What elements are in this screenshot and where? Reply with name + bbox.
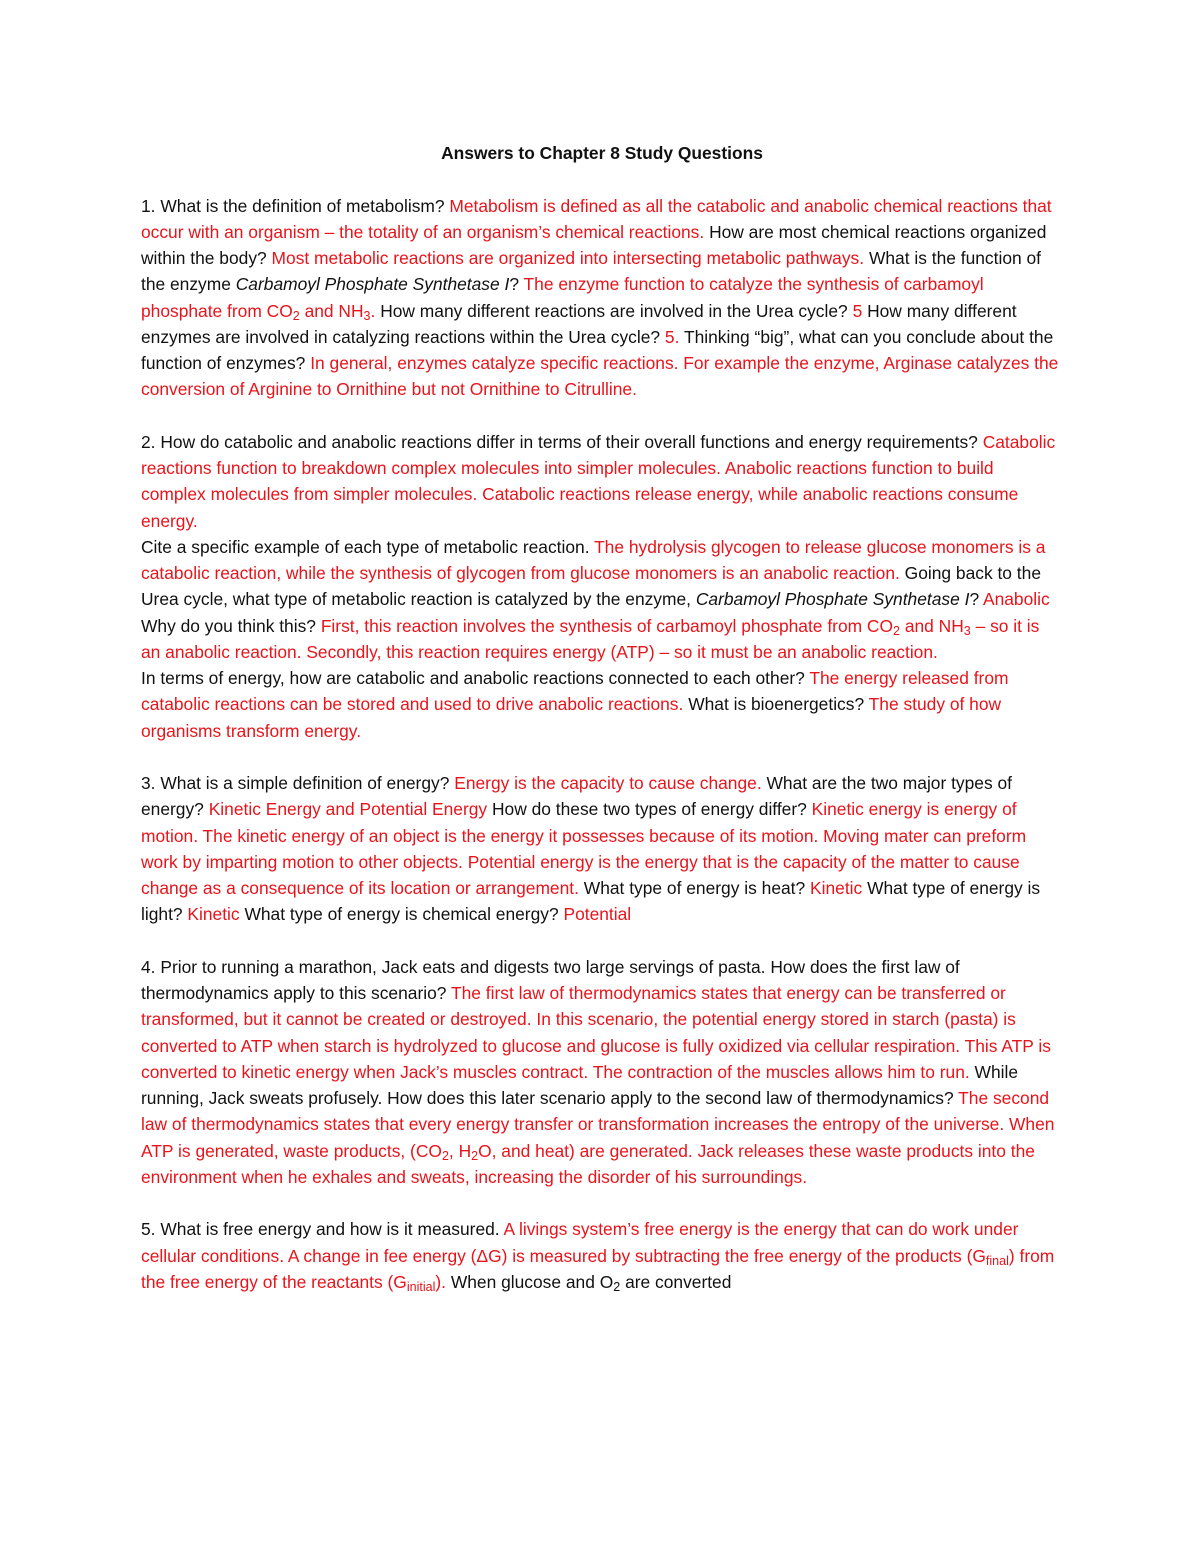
- subscript: 2: [471, 1148, 479, 1163]
- question-text: What type of energy is heat?: [583, 878, 806, 898]
- answer-text: The first law of thermodynamics states that energy can be transferred or transformed, but it cannot be created or destroyed. In this scenario, the potential energy stored in starch (pasta) is converted to ATP when starch is hydrolyzed to glucose and glucose is fully oxidized via cellular respiration. This ATP is converted to kinetic energy when Jack’s muscles contract. The contraction of the muscles allows him to run.: [141, 983, 1051, 1082]
- question-4: [141, 954, 1063, 1190]
- answer-text: 5.: [664, 326, 680, 347]
- question-text: What is bioenergetics?: [688, 694, 865, 715]
- enzyme-name: Carbamoyl Phosphate Synthetase I: [235, 274, 510, 295]
- question-text: What type of energy is chemical energy?: [244, 904, 559, 925]
- question-text: What is the function of the enzyme: [141, 248, 1042, 295]
- subscript: final: [985, 1253, 1009, 1268]
- subscript: initial: [406, 1279, 436, 1294]
- question-text: How many different enzymes are involved in catalyzing reactions within the Urea cycle?: [141, 300, 1017, 347]
- question-text: ?: [509, 274, 520, 295]
- answer-text: The second law of thermodynamics states that every energy transfer or transformation increases the entropy of the universe. When ATP is generated, waste products, ($CO_2$, $H_2O$, and heat) are generated. Jack releases these waste products into the environment when he exhales and sweats, increasing the disorder of his surroundings.: [141, 1088, 1055, 1187]
- subscript: 2: [441, 1148, 449, 1163]
- answer-text: The study of how organisms transform energy.: [141, 694, 1002, 741]
- question-text: What is free energy and how is it measured.: [160, 1219, 500, 1240]
- question-text: How many different reactions are involved in the Urea cycle?: [380, 300, 848, 321]
- answer-text: The hydrolysis glycogen to release glucose monomers is a catabolic reaction, while the synthesis of glycogen from glucose monomers is an anabolic reaction.: [141, 536, 1046, 583]
- answer-text: Catabolic reactions function to breakdown complex molecules into simpler molecules. Anabolic reactions function to build complex molecules from simpler molecules. Catabolic reactions release energy, while anabolic reactions consume energy.: [141, 431, 1056, 531]
- answer-text: The energy released from catabolic reactions can be stored and used to drive anabolic reactions.: [141, 668, 1009, 715]
- question-text: While running, Jack sweats profusely. How does this later scenario apply to the second law of thermodynamics?: [141, 1061, 1019, 1108]
- question-number: 2.: [141, 431, 156, 452]
- subscript: 3: [363, 308, 371, 323]
- answer-text: Kinetic: [810, 878, 863, 898]
- subscript: 3: [963, 623, 971, 638]
- question-text: In terms of energy, how are catabolic and anabolic reactions connected to each other?: [141, 668, 805, 688]
- answer-text: First, this reaction involves the synthesis of carbamoyl phosphate from $CO_2$ and $NH_3$ – so it is an anabolic reaction. Secondly, this reaction requires energy (ATP) – so it must be an anabolic reaction.: [141, 615, 1040, 662]
- subscript: 2: [893, 623, 900, 638]
- question-number: 1.: [141, 195, 156, 216]
- enzyme-name: Carbamoyl Phosphate Synthetase I: [695, 589, 970, 610]
- question-text: ?: [969, 589, 980, 610]
- question-text: Cite a specific example of each type of metabolic reaction.: [141, 536, 590, 557]
- answer-text: Metabolism is defined as all the catabolic and anabolic chemical reactions that occur with an organism – the totality of an organism’s chemical reactions.: [141, 195, 1052, 242]
- question-text: How do catabolic and anabolic reactions differ in terms of their overall functions and energy requirements?: [160, 431, 978, 452]
- answer-text: Anabolic: [982, 589, 1050, 610]
- page-title: Answers to Chapter 8 Study Questions: [441, 143, 763, 163]
- answer-text: Most metabolic reactions are organized into intersecting metabolic pathways.: [271, 248, 865, 268]
- question-1: [141, 193, 1063, 403]
- question-number: 5.: [141, 1219, 156, 1240]
- question-3: [141, 770, 1063, 928]
- question-text: How do these two types of energy differ?: [491, 799, 807, 820]
- question-text: What are the two major types of energy?: [141, 773, 1013, 820]
- answer-text: Kinetic energy is energy of motion. The kinetic energy of an object is the energy it possesses because of its motion. Moving mater can preform work by imparting motion to other objects. Potential energy is the energy that is the capacity of the matter to cause change as a consequence of its location or arrangement.: [141, 799, 1027, 898]
- question-number: 4.: [141, 956, 156, 977]
- subscript: 2: [613, 1279, 621, 1294]
- question-text: Prior to running a marathon, Jack eats and digests two large servings of pasta. How does the first law of thermodynamics apply to this scenario?: [141, 956, 960, 1003]
- question-text: Why do you think this?: [141, 615, 316, 636]
- answer-text: In general, enzymes catalyze specific reactions. For example the enzyme, Arginase catalyzes the conversion of Arginine to Ornithine but not Ornithine to Citrulline.: [141, 353, 1059, 400]
- question-5: [141, 1216, 1063, 1295]
- question-number: 3.: [141, 773, 156, 793]
- document-page: [141, 140, 1063, 1321]
- answer-text: Energy is the capacity to cause change.: [454, 773, 762, 793]
- question-text: Thinking “big”, what can you conclude about the function of enzymes?: [141, 326, 1054, 373]
- question-text: Going back to the Urea cycle, what type of metabolic reaction is catalyzed by the enzyme,: [141, 563, 1041, 610]
- subscript: 2: [292, 308, 300, 323]
- question-text: What is a simple definition of energy?: [160, 773, 450, 793]
- answer-text: Potential: [563, 904, 632, 925]
- answer-text: The enzyme function to catalyze the synthesis of carbamoyl phosphate from $CO_2$ and $NH_3$.: [141, 274, 984, 323]
- question-text: What is the definition of metabolism?: [160, 195, 445, 216]
- question-2: [141, 429, 1063, 744]
- answer-text: Kinetic: [187, 904, 240, 925]
- question-text: When glucose and $O_2$ are converted: [450, 1271, 732, 1294]
- answer-text: A livings system’s free energy is the energy that can do work under cellular conditions. A change in fee energy (ΔG) is measured by subtracting the free energy of the products $(G_{final})$ from the free energy of the reactants $(G_{initial})$.: [141, 1219, 1055, 1294]
- question-text: What type of energy is light?: [141, 878, 1041, 925]
- question-text: How are most chemical reactions organized within the body?: [141, 221, 1047, 268]
- answer-text: Kinetic Energy and Potential Energy: [208, 799, 488, 820]
- answer-text: 5: [852, 300, 863, 321]
